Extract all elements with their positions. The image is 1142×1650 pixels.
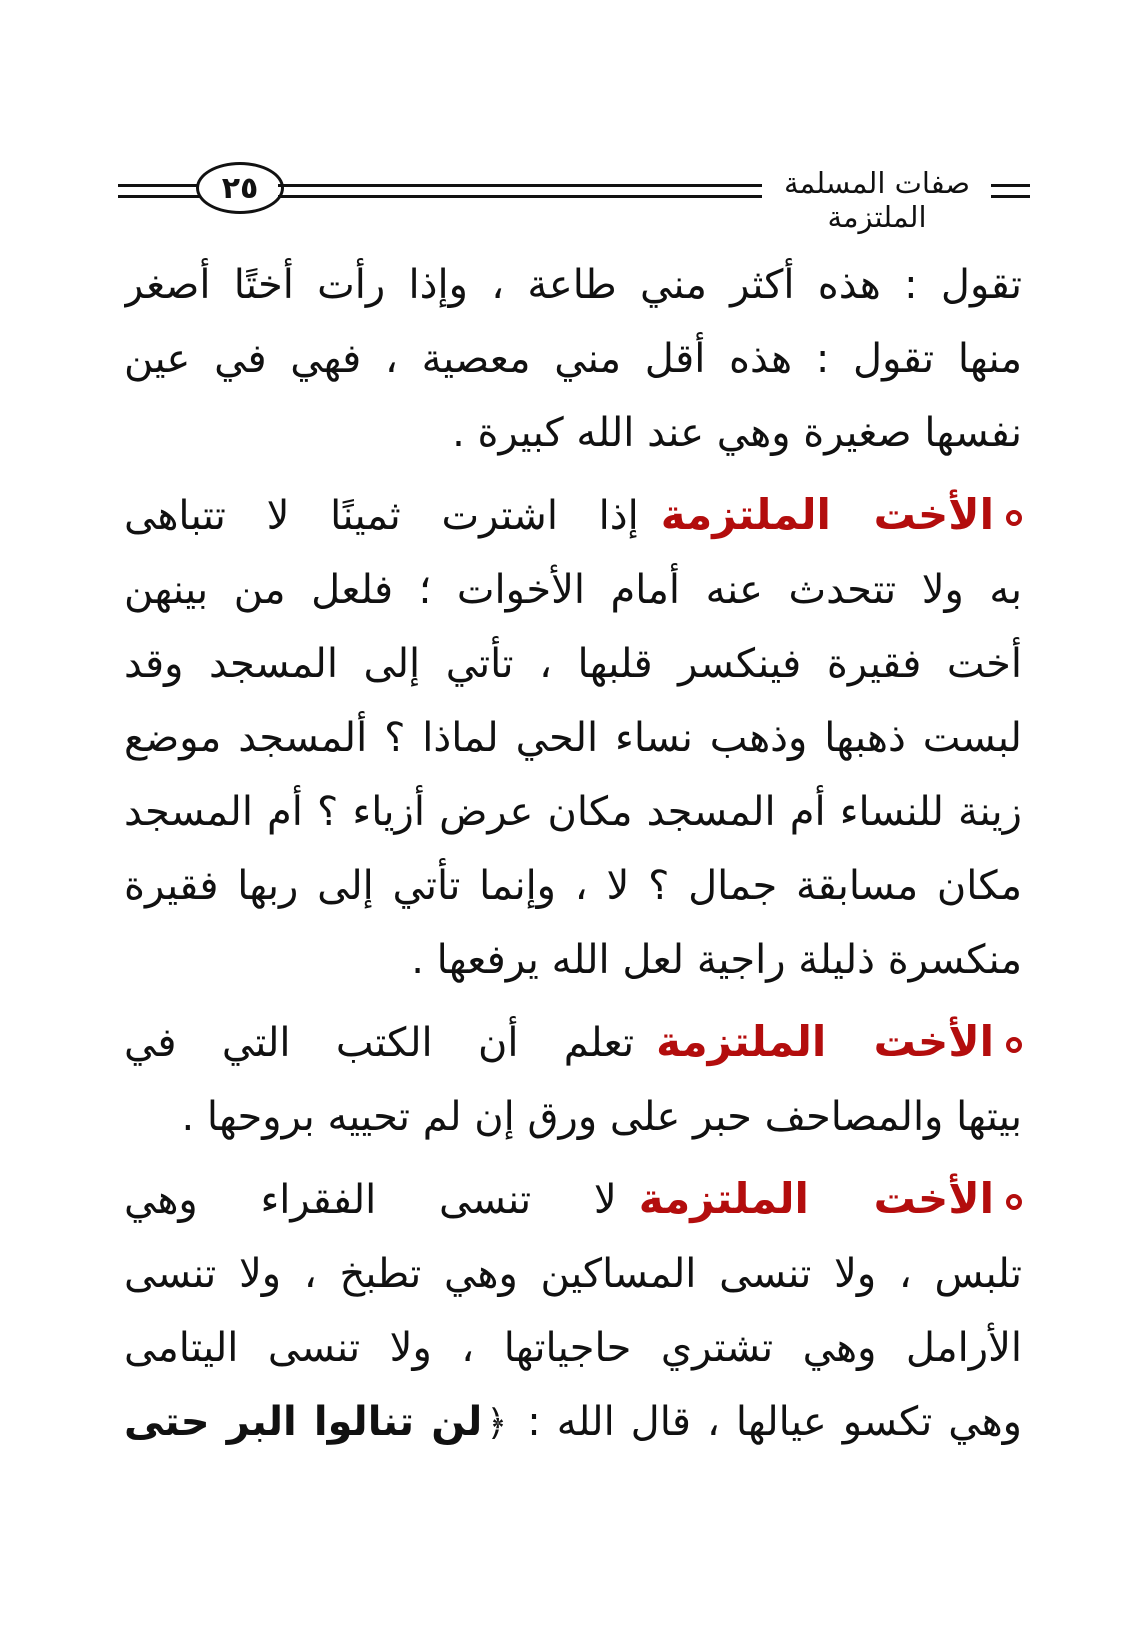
- paragraph-3: [124, 1005, 1022, 1154]
- text-line: تقول : هذه أكثر مني طاعة ، وإذا رأت أختًا أصغر: [124, 262, 1022, 308]
- quran-bracket-icon: ﴿: [486, 1403, 508, 1444]
- text-line: نفسها صغيرة وهي عند الله كبيرة .: [452, 410, 1022, 456]
- text-line: [124, 478, 1022, 553]
- page-header: [118, 160, 1030, 234]
- heading-continuation: تعلم أن الكتب التي في: [124, 1020, 635, 1066]
- text-line: به ولا تتحدث عنه أمام الأخوات ؛ فلعل من بينهن: [124, 567, 1022, 613]
- text-line: [124, 1162, 1022, 1237]
- heading-continuation: إذا اشترت ثمينًا لا تتباهى: [124, 493, 639, 539]
- text-line: زينة للنساء أم المسجد مكان عرض أزياء ؟ أم المسجد: [124, 789, 1022, 835]
- paragraph-4: [124, 1162, 1022, 1461]
- header-rule-right: [991, 184, 1030, 198]
- section-heading: الأخت الملتزمة: [660, 490, 994, 539]
- text-line: الأرامل وهي تشتري حاجياتها ، ولا تنسى اليتامى: [124, 1325, 1022, 1371]
- text-line: بيتها والمصاحف حبر على ورق إن لم تحييه بروحها .: [181, 1094, 1022, 1140]
- bullet-circle-icon: [1006, 1037, 1022, 1053]
- text-line: [124, 1385, 1022, 1461]
- heading-continuation: لا تنسى الفقراء وهي: [124, 1177, 617, 1223]
- section-heading: الأخت الملتزمة: [656, 1017, 994, 1066]
- paragraph-2: [124, 478, 1022, 997]
- quran-verse: لن تنالوا البر حتى: [124, 1399, 483, 1445]
- line-prefix: وهي تكسو عيالها ، قال الله :: [527, 1399, 1022, 1445]
- page-number: ٢٥: [196, 162, 284, 214]
- text-line: منها تقول : هذه أقل مني معصية ، فهي في عين: [124, 336, 1022, 382]
- bullet-circle-icon: [1006, 510, 1022, 526]
- text-line: [124, 1005, 1022, 1080]
- running-title: صفات المسلمة الملتزمة: [783, 166, 971, 234]
- text-line: لبست ذهبها وذهب نساء الحي لماذا ؟ ألمسجد موضع: [124, 715, 1022, 761]
- section-heading: الأخت الملتزمة: [638, 1174, 994, 1223]
- text-line: منكسرة ذليلة راجية لعل الله يرفعها .: [411, 937, 1022, 983]
- paragraph-1: [124, 248, 1022, 470]
- page-content: [124, 248, 1022, 1469]
- text-line: أخت فقيرة فينكسر قلبها ، تأتي إلى المسجد وقد: [124, 641, 1022, 687]
- text-line: مكان مسابقة جمال ؟ لا ، وإنما تأتي إلى ربها فقيرة: [124, 863, 1022, 909]
- bullet-circle-icon: [1006, 1194, 1022, 1210]
- header-rule-middle: [278, 184, 762, 198]
- header-rule-left: [118, 184, 200, 198]
- text-line: تلبس ، ولا تنسى المساكين وهي تطبخ ، ولا تنسى: [124, 1251, 1022, 1297]
